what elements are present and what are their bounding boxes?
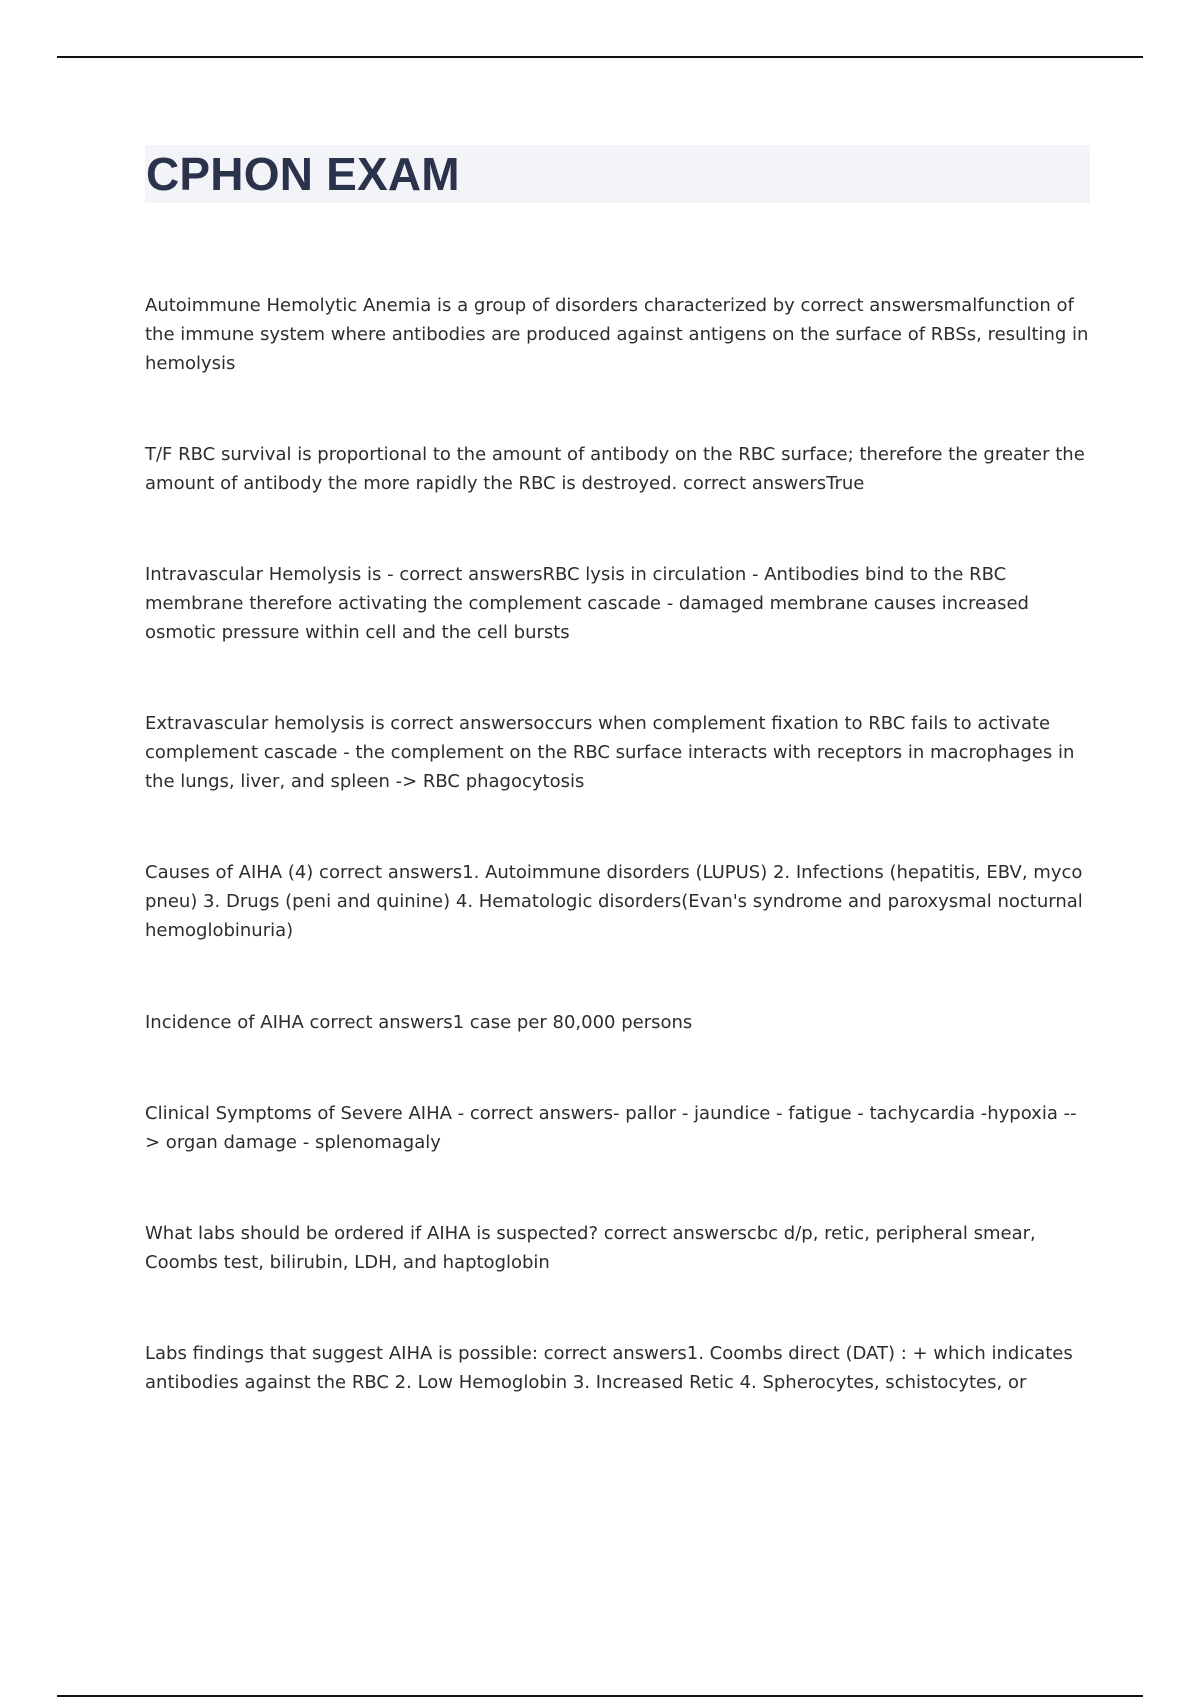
qa-item-2: T/F RBC survival is proportional to the amount of antibody on the RBC surface; therefore the greater the amount of antibody the more rapidly the RBC is destroyed. correct answersTrue <box>145 444 1085 494</box>
qa-item-1: Autoimmune Hemolytic Anemia is a group of disorders characterized by correct answersmalfunction of the immune system where antibodies are produced against antigens on the surface of RBSs, resulting in hemolysis <box>145 295 1089 374</box>
qa-item-7: Clinical Symptoms of Severe AIHA - correct answers- pallor - jaundice - fatigue - tachycardia -hypoxia --> organ damage - splenomagaly <box>145 1103 1077 1153</box>
qa-item-3: Intravascular Hemolysis is - correct answersRBC lysis in circulation - Antibodies bind to the RBC membrane therefore activating the complement cascade - damaged membrane causes increased osmotic pressure within cell and the cell bursts <box>145 564 1029 643</box>
page-title: CPHON EXAM <box>146 148 460 200</box>
qa-item-9: Labs findings that suggest AIHA is possible: correct answers1. Coombs direct (DAT) : + which indicates antibodies against the RBC 2. Low Hemoglobin 3. Increased Retic 4. Spherocytes, schistocytes, or <box>145 1343 1073 1393</box>
top-divider <box>57 56 1143 58</box>
qa-item-5: Causes of AIHA (4) correct answers1. Autoimmune disorders (LUPUS) 2. Infections (hepatitis, EBV, myco pneu) 3. Drugs (peni and quinine) 4. Hematologic disorders(Evan's syndrome and paroxysmal nocturnal hemoglobinuria) <box>145 862 1083 941</box>
qa-item-4: Extravascular hemolysis is correct answersoccurs when complement fixation to RBC fails to activate complement cascade - the complement on the RBC surface interacts with receptors in macrophages in the lungs, liver, and spleen -> RBC phagocytosis <box>145 713 1075 792</box>
qa-item-8: What labs should be ordered if AIHA is suspected? correct answerscbc d/p, retic, peripheral smear, Coombs test, bilirubin, LDH, and haptoglobin <box>145 1223 1036 1273</box>
qa-item-6: Incidence of AIHA correct answers1 case per 80,000 persons <box>145 1012 693 1033</box>
bottom-divider <box>57 1695 1143 1697</box>
